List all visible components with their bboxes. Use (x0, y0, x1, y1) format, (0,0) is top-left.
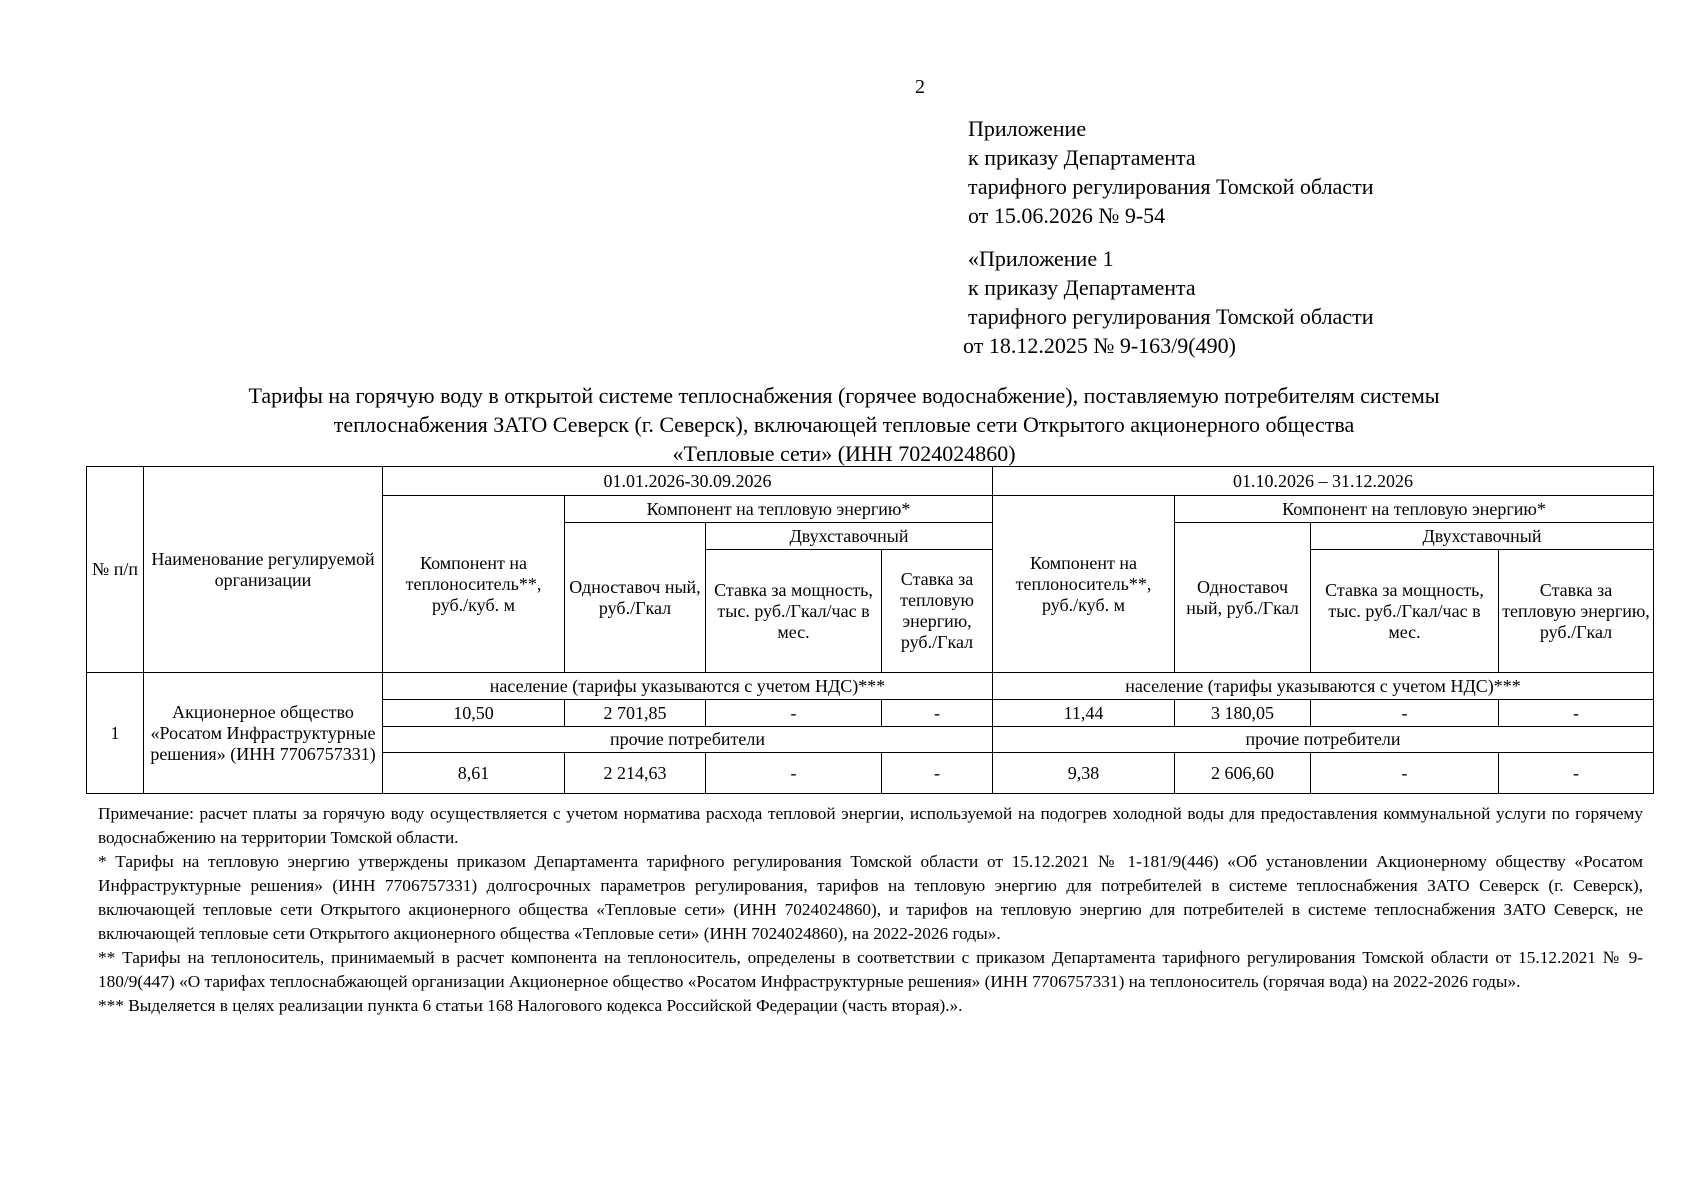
header-carrier-1: Компонент на теплоноситель**, руб./куб. м (383, 496, 565, 673)
row-org: Акционерное общество «Росатом Инфраструктурные решения» (ИНН 7706757331) (144, 673, 383, 794)
table-cell: - (1499, 700, 1654, 727)
header-period-1: 01.01.2026-30.09.2026 (383, 467, 993, 496)
table-cell: 10,50 (383, 700, 565, 727)
population-label-row (87, 673, 1654, 700)
others-label-1: прочие потребители (383, 727, 993, 753)
title-line: Тарифы на горячую воду в открытой системе теплоснабжения (горячее водоснабжение), поставляемую потребителям системы (248, 383, 1440, 408)
table-cell: 8,61 (383, 753, 565, 794)
others-label-2: прочие потребители (993, 727, 1654, 753)
tariffs-table (86, 466, 1654, 794)
header-two-rate-2: Двухставочный (1311, 523, 1654, 550)
row-num: 1 (87, 673, 144, 794)
table-cell: - (882, 700, 993, 727)
note-primary: Примечание: расчет платы за горячую воду осуществляется с учетом норматива расхода тепловой энергии, используемой на подогрев холодной воды для предоставления коммунальной услуги по горячему водоснабжению на территории Томской области. (98, 804, 1643, 847)
table-cell: 2 606,60 (1175, 753, 1311, 794)
note-footnote-1: * Тарифы на тепловую энергию утверждены приказом Департамента тарифного регулирования Томской области от 15.12.2021 № 1-181/9(446) «Об установлении Акционерному обществу «Росатом Инфраструктурные решения» (ИНН 7706757331) долгосрочных параметров регулирования, тарифов на тепловую энергию для потребителей в системе теплоснабжения ЗАТО Северск (г. Северск), включающей тепловые сети Открытого акционерного общества «Тепловые сети» (ИНН 7024024860), и тарифов на тепловую энергию для потребителей в системе теплоснабжения ЗАТО Северск, не включающей тепловые сети Открытого акционерного общества «Тепловые сети» (ИНН 7024024860), на 2022-2026 годы». (98, 852, 1643, 943)
header-period-2: 01.10.2026 – 31.12.2026 (993, 467, 1654, 496)
original-appendix-line: к приказу Департамента (968, 275, 1196, 300)
table-cell: 3 180,05 (1175, 700, 1311, 727)
title-line: «Тепловые сети» (ИНН 7024024860) (672, 441, 1016, 466)
original-appendix-line: тарифного регулирования Томской области (968, 304, 1374, 329)
table-cell: - (1499, 753, 1654, 794)
page-number: 2 (915, 76, 925, 98)
original-appendix-header (963, 244, 1374, 360)
header-energy-rate-1: Ставка за тепловую энергию, руб./Гкал (882, 550, 993, 673)
header-capacity-rate-1: Ставка за мощность, тыс. руб./Гкал/час в мес. (706, 550, 882, 673)
table-cell: 2 701,85 (565, 700, 706, 727)
document-title (150, 381, 1538, 468)
header-org: Наименование регулируемой организации (144, 467, 383, 673)
title-line: теплоснабжения ЗАТО Северск (г. Северск), включающей тепловые сети Открытого акционерного общества (333, 412, 1355, 437)
appendix-line: к приказу Департамента (968, 145, 1196, 170)
appendix-header (968, 114, 1373, 230)
table-cell: - (1311, 700, 1499, 727)
header-single-rate-2: Одноставоч ный, руб./Гкал (1175, 523, 1311, 673)
header-heat-1: Компонент на тепловую энергию* (565, 496, 993, 523)
appendix-line: тарифного регулирования Томской области (968, 174, 1374, 199)
header-single-rate-1: Одноставоч ный, руб./Гкал (565, 523, 706, 673)
table-cell: 11,44 (993, 700, 1175, 727)
header-energy-rate-2: Ставка за тепловую энергию, руб./Гкал (1499, 550, 1654, 673)
population-label-2: население (тарифы указываются с учетом НДС)*** (993, 673, 1654, 700)
appendix-line: Приложение (968, 116, 1087, 141)
table-cell: - (1311, 753, 1499, 794)
note-footnote-2: ** Тарифы на теплоноситель, принимаемый в расчет компонента на теплоноситель, определены в соответствии с приказом Департамента тарифного регулирования Томской области от 15.12.2021 № 9-180/9(447) «О тарифах теплоснабжающей организации Акционерное общество «Росатом Инфраструктурные решения» (ИНН 7706757331) на теплоноситель (горячая вода) на 2022-2026 годы». (98, 948, 1643, 991)
header-row-periods (87, 467, 1654, 496)
table-cell: 9,38 (993, 753, 1175, 794)
population-label-1: население (тарифы указываются с учетом НДС)*** (383, 673, 993, 700)
original-appendix-line: от 18.12.2025 № 9-163/9(490) (963, 333, 1236, 358)
header-carrier-2: Компонент на теплоноситель**, руб./куб. м (993, 496, 1175, 673)
header-two-rate-1: Двухставочный (706, 523, 993, 550)
table-cell: - (706, 753, 882, 794)
table-cell: - (882, 753, 993, 794)
note-footnote-3: *** Выделяется в целях реализации пункта 6 статьи 168 Налогового кодекса Российской Федерации (часть вторая).». (98, 996, 963, 1015)
header-num: № п/п (87, 467, 144, 673)
table-cell: - (706, 700, 882, 727)
header-heat-2: Компонент на тепловую энергию* (1175, 496, 1654, 523)
original-appendix-line: «Приложение 1 (968, 246, 1114, 271)
header-capacity-rate-2: Ставка за мощность, тыс. руб./Гкал/час в мес. (1311, 550, 1499, 673)
appendix-line: от 15.06.2026 № 9-54 (968, 203, 1166, 228)
notes-section (98, 802, 1643, 1018)
table-cell: 2 214,63 (565, 753, 706, 794)
